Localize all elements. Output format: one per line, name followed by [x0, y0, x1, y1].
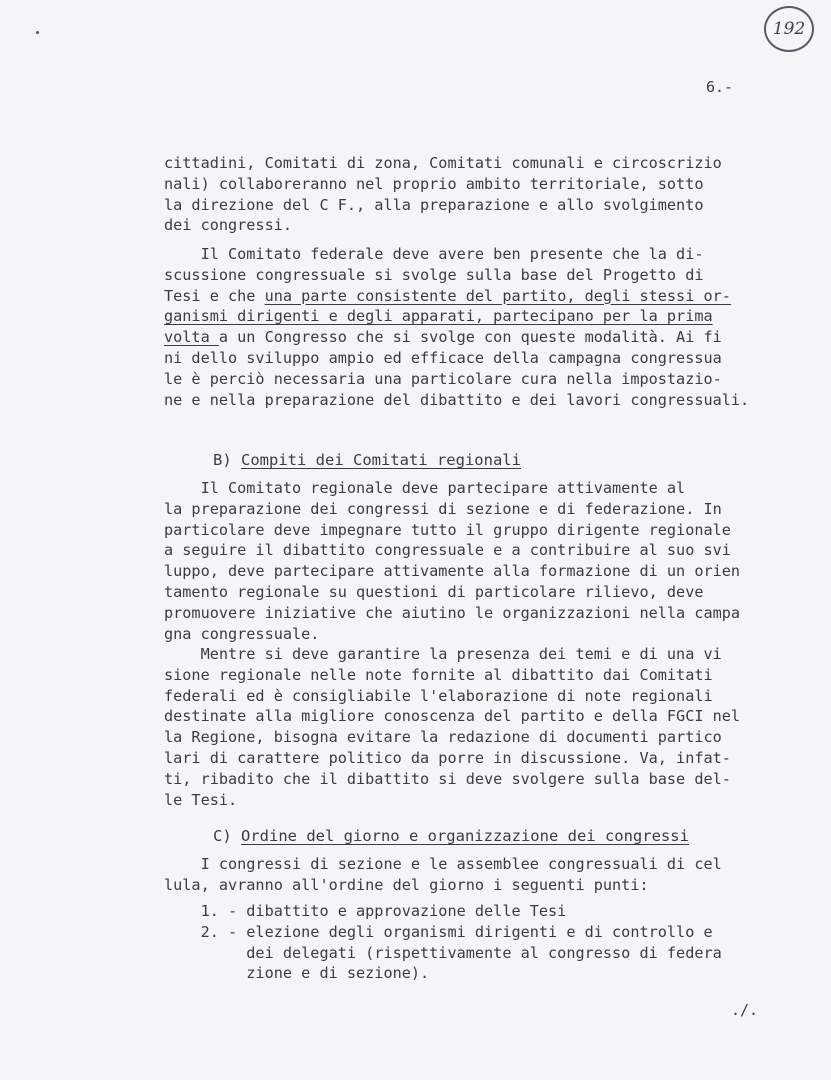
text-line: [164, 749, 731, 768]
page-stamp: 192: [764, 6, 814, 52]
text-run: a seguire il dibattito congressuale e a contribuire al suo svi: [164, 541, 731, 560]
text-line: [164, 728, 722, 747]
speck-mark: [36, 31, 39, 34]
list-item-line: [164, 964, 429, 983]
text-line: [164, 328, 722, 347]
list-item-line: [164, 902, 566, 921]
text-run: la preparazione dei congressi di sezione e di federazione. In: [164, 499, 722, 518]
text-line: [164, 562, 740, 581]
text-line: [164, 175, 703, 194]
list-item-line: [164, 944, 722, 963]
text-run: le è perciò necessaria una particolare cura nella impostazio-: [164, 369, 722, 388]
text-line: [164, 645, 722, 664]
text-run: federali ed è consigliabile l'elaborazione di note regionali: [164, 686, 713, 705]
underlined-text: una parte consistente del partito, degli stessi or-: [264, 286, 731, 305]
text-line: [164, 370, 722, 389]
text-line: [164, 791, 237, 810]
text-run: dei congressi.: [164, 216, 293, 235]
page-number: 6.-: [706, 78, 734, 96]
text-line: [164, 216, 292, 235]
text-line: [164, 625, 319, 644]
text-run: scussione congressuale si svolge sulla base del Progetto di: [164, 265, 704, 284]
text-line: [164, 349, 722, 368]
text-line: [164, 876, 649, 895]
text-line: [164, 707, 740, 726]
text-run: destinate alla migliore conoscenza del partito e della FGCI nel: [164, 707, 741, 726]
text-line: [164, 770, 731, 789]
text-line: [164, 245, 703, 264]
text-line: [164, 855, 722, 874]
text-run: ne e nella preparazione del dibattito e dei lavori congressuali.: [164, 390, 750, 409]
text-run: la Regione, bisogna evitare la redazione di documenti partico: [164, 728, 722, 747]
text-run: cittadini, Comitati di zona, Comitati comunali e circoscrizio: [164, 154, 722, 172]
text-run: ni dello sviluppo ampio ed efficace della campagna congressua: [164, 349, 722, 367]
section-heading-c: C) Ordine del giorno e organizzazione dei congressi: [213, 827, 689, 845]
text-run: sione regionale nelle note fornite al dibattito dai Comitati: [164, 665, 713, 684]
text-run: particolare deve impegnare tutto il gruppo dirigente regionale: [164, 520, 731, 539]
text-line: [164, 541, 731, 560]
text-run: 1. - dibattito e approvazione delle Tesi: [164, 902, 567, 920]
underlined-text: ganismi dirigenti e degli apparati, partecipano per la prima: [164, 307, 713, 326]
text-run: a un Congresso che si svolge con queste modalità. Ai fi: [218, 328, 722, 347]
text-line: [164, 687, 713, 706]
section-heading-b: B) Compiti dei Comitati regionali: [213, 451, 521, 469]
text-run: I congressi di sezione e le assemblee congressuali di cel: [164, 855, 722, 873]
text-line: [164, 521, 731, 540]
text-line: [164, 666, 713, 685]
text-run: ti, ribadito che il dibattito si deve svolgere sulla base del-: [164, 769, 731, 788]
text-run: lari di carattere politico da porre in discussione. Va, infat-: [164, 749, 731, 767]
text-line: [164, 266, 703, 285]
text-run: lula, avranno all'ordine del giorno i seguenti punti:: [164, 875, 649, 894]
text-run: zione e di sezione).: [164, 964, 430, 983]
text-run: tamento regionale su questioni di particolare rilievo, deve: [164, 583, 704, 601]
text-line: [164, 500, 722, 519]
text-run: Il Comitato federale deve avere ben presente che la di-: [164, 245, 704, 263]
underlined-text: volta: [164, 328, 219, 347]
text-run: Il Comitato regionale deve partecipare attivamente al: [164, 479, 686, 497]
text-line: [164, 287, 731, 306]
text-run: luppo, deve partecipare attivamente alla formazione di un orien: [164, 562, 741, 581]
continuation-mark: ./.: [731, 1001, 759, 1019]
text-line: [164, 307, 713, 326]
text-run: dei delegati (rispettivamente al congresso di federa: [164, 943, 722, 962]
text-line: [164, 391, 749, 410]
text-run: 2. - elezione degli organismi dirigenti e di controllo e: [164, 922, 713, 941]
text-line: [164, 604, 740, 623]
text-line: [164, 583, 703, 602]
text-run: nali) collaboreranno nel proprio ambito territoriale, sotto: [164, 174, 704, 193]
text-line: [164, 479, 685, 498]
text-run: la direzione del C F., alla preparazione e allo svolgimento: [164, 195, 704, 214]
text-run: promuovere iniziative che aiutino le organizzazioni nella campa: [164, 603, 741, 622]
list-item-line: [164, 923, 713, 942]
text-run: gna congressuale.: [164, 624, 320, 643]
text-run: Tesi e che: [164, 286, 265, 305]
text-line: [164, 196, 703, 215]
text-line: [164, 154, 722, 173]
text-run: Mentre si deve garantire la presenza dei temi e di una vi: [164, 645, 722, 663]
text-run: le Tesi.: [164, 790, 238, 809]
